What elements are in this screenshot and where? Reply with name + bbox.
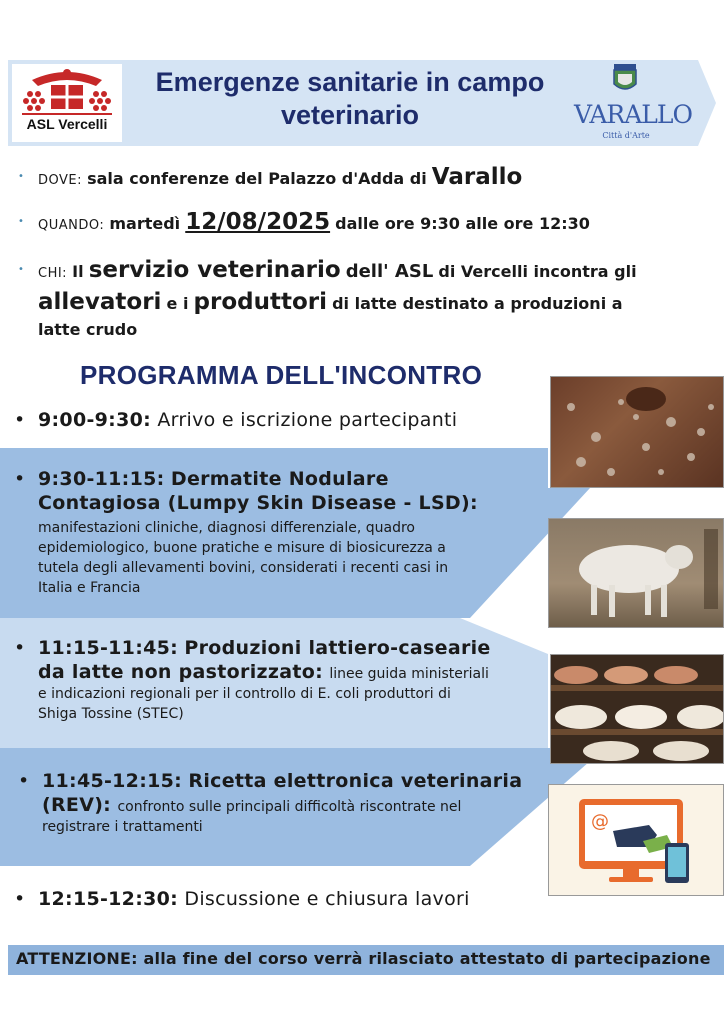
item-desc-l1: confronto sulle principali difficoltà riscontrate nel [117, 799, 462, 815]
bullet-icon: • [14, 409, 26, 431]
dove-text: sala conferenze del Palazzo d'Adda di [87, 169, 427, 188]
item-title-l2: da latte non pastorizzato: [38, 661, 323, 683]
bullet-icon: • [14, 468, 26, 490]
varallo-wordmark: VARALLO [574, 100, 692, 129]
item-time: 9:00-9:30: [38, 409, 152, 431]
bullet-icon: • [14, 637, 26, 659]
item-desc-l4: Italia e Francia [38, 580, 141, 596]
item-desc-l1: manifestazioni cliniche, diagnosi differenziale, quadro [38, 520, 415, 536]
photo-cattle-skin-lesions [550, 376, 724, 488]
quando-label: QUANDO: [38, 218, 105, 233]
dove-place: Varallo [431, 164, 523, 190]
program-item-3 [14, 636, 540, 724]
item-desc-l3: Shiga Tossine (STEC) [38, 706, 184, 722]
program-item-4 [18, 769, 544, 837]
svg-text:@: @ [591, 811, 609, 832]
item-title-l2: Contagiosa (Lumpy Skin Disease - LSD): [38, 492, 478, 514]
bullet-icon: • [18, 171, 24, 182]
attention-text [16, 949, 711, 968]
title-line-2: veterinario [280, 100, 420, 130]
program-title: PROGRAMMA DELL'INCONTRO [80, 360, 483, 390]
chi-di: di Vercelli incontra gli [438, 262, 637, 281]
title-line-1: Emergenze sanitarie in campo [155, 67, 545, 97]
item-time: 12:15-12:30: [38, 888, 179, 910]
item-desc-l1: linee guida ministeriali [329, 666, 489, 682]
photo-electronic-prescription-illustration [548, 784, 724, 896]
chi-ei: e i [166, 294, 189, 313]
item-time: 11:45-12:15: [42, 770, 183, 792]
item-title-l1: Dermatite Nodulare [170, 468, 389, 490]
photo-white-calf [548, 518, 724, 628]
bullet-icon: • [18, 770, 30, 792]
program-item-2 [14, 467, 540, 598]
chi-dell: dell' ASL [345, 261, 434, 282]
quando-time: dalle ore 9:30 alle ore 12:30 [335, 214, 590, 233]
item-desc-l2: epidemiologico, buone pratiche e misure di biosicurezza a [38, 540, 446, 556]
quando-day: martedì [109, 214, 181, 233]
info-chi [18, 255, 712, 341]
item-title-l1: Produzioni lattiero-casearie [184, 637, 491, 659]
chi-produttori: produttori [193, 289, 327, 315]
item-title-l1: Ricetta elettronica veterinaria [188, 770, 523, 792]
item-title: Arrivo e iscrizione partecipanti [157, 409, 458, 431]
attention-label: ATTENZIONE: [16, 949, 138, 968]
program-item-1 [14, 408, 458, 432]
asl-logo-text: ASL Vercelli [26, 116, 108, 132]
attention-message: alla fine del corso verrà rilasciato attestato di partecipazione [143, 949, 711, 968]
bullet-icon: • [14, 888, 26, 910]
chi-last: latte crudo [38, 320, 138, 339]
item-time: 11:15-11:45: [38, 637, 179, 659]
photo-cheese-wheels [550, 654, 724, 764]
varallo-subtitle: Città d'Arte [602, 131, 650, 140]
quando-date: 12/08/2025 [185, 209, 331, 235]
item-time: 9:30-11:15: [38, 468, 165, 490]
chi-servizio: servizio veterinario [88, 257, 341, 283]
info-quando [18, 209, 712, 237]
info-dove [18, 164, 712, 192]
item-desc-l3: tutela degli allevamenti bovini, considerati i recenti casi in [38, 560, 449, 576]
chi-label: CHI: [38, 266, 68, 281]
bullet-icon: • [18, 264, 24, 275]
chi-rest: di latte destinato a produzioni a [332, 294, 623, 313]
page-title [128, 66, 572, 132]
chi-allevatori: allevatori [38, 289, 162, 315]
chi-il: Il [72, 262, 84, 281]
dove-label: DOVE: [38, 173, 83, 188]
item-title-l2: (REV): [42, 794, 112, 816]
item-desc-l2: registrare i trattamenti [42, 819, 203, 835]
program-item-5 [14, 887, 470, 911]
item-title: Discussione e chiusura lavori [184, 888, 470, 910]
bullet-icon: • [18, 216, 24, 227]
item-desc-l2: e indicazioni regionali per il controllo di E. coli produttori di [38, 686, 451, 702]
